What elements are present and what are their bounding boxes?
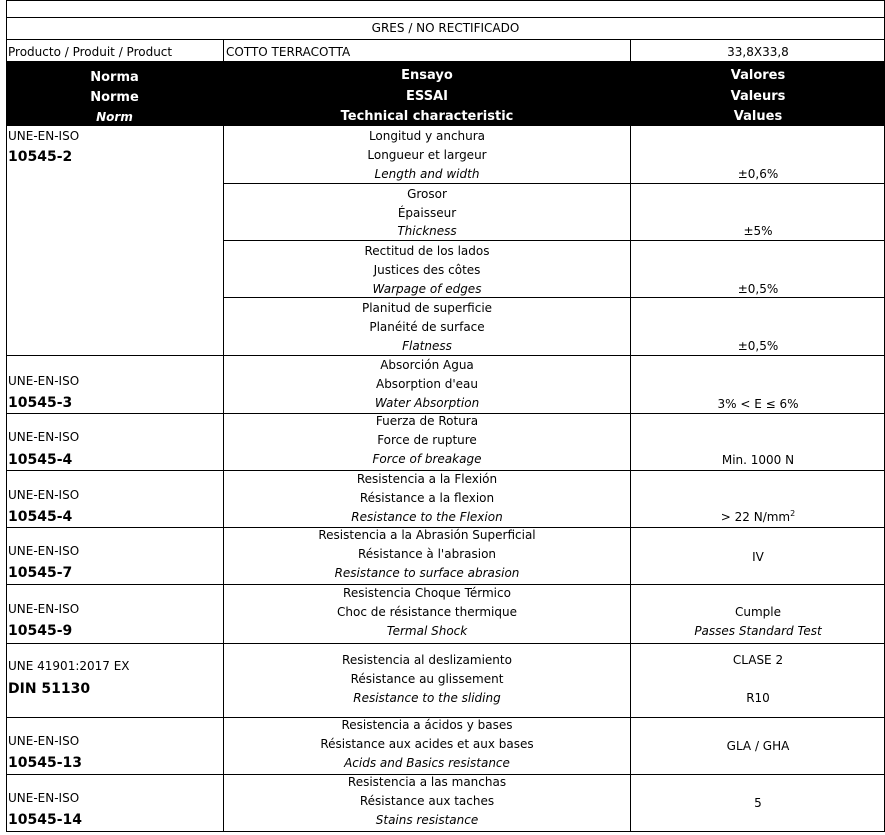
norm-code: UNE-EN-ISO [8,791,80,805]
header-values-es: Valores [730,68,786,83]
norm-code: UNE-EN-ISO [8,129,80,143]
test-es: Resistencia Choque Térmico [343,586,511,600]
test-fr: Force de rupture [377,433,477,447]
header-norm-en: Norm [96,110,133,124]
test-value-secondary: R10 [746,691,770,705]
test-en: Resistance to the Flexion [351,510,503,524]
test-es: Resistencia a las manchas [347,775,507,789]
border-line [6,643,885,644]
test-en: Acids and Basics resistance [344,756,510,770]
test-fr: Justices des côtes [373,263,481,277]
norm-number: 10545-14 [8,812,82,828]
border-line [6,17,885,18]
test-es: Grosor [407,187,447,201]
test-en: Warpage of edges [372,282,482,296]
test-en: Length and width [374,167,480,181]
test-en: Flatness [402,339,452,353]
test-fr: Planéité de surface [369,320,485,334]
border-top [6,0,885,1]
norm-number: 10545-4 [8,452,73,468]
test-fr: Absorption d'eau [375,377,479,391]
test-es: Resistencia a ácidos y bases [341,718,513,732]
header-test-fr: ESSAI [406,89,448,104]
norm-code: UNE-EN-ISO [8,488,80,502]
test-en: Resistance to the sliding [353,691,501,705]
norm-code: UNE-EN-ISO [8,544,80,558]
test-value: 5 [754,796,762,810]
norm-number: 10545-7 [8,565,73,581]
value-superscript: 2 [790,509,796,518]
norm-number: 10545-3 [8,395,73,411]
test-value: GLA / GHA [726,739,790,753]
header-test-en: Technical characteristic [340,109,514,124]
test-fr: Choc de résistance thermique [337,605,517,619]
test-value: Cumple [734,605,781,619]
norm-code: UNE 41901:2017 EX [8,659,130,673]
test-value: ±5% [743,224,773,238]
test-fr: Résistance au glissement [350,672,504,686]
test-en: Thickness [397,224,457,238]
test-value [631,510,885,524]
header-norm-es: Norma [90,70,139,85]
test-value: CLASE 2 [732,653,784,667]
border-line [223,297,885,298]
header-norm-fr: Norme [90,90,139,105]
norm-code: UNE-EN-ISO [8,430,80,444]
test-value: ±0,5% [737,282,779,296]
product-label: Producto / Produit / Product [8,45,173,59]
test-value: ±0,6% [737,167,779,181]
test-es: Planitud de superficie [361,301,493,315]
header-values-fr: Valeurs [730,89,786,104]
test-es: Fuerza de Rotura [375,414,479,428]
header-values-en: Values [733,109,783,124]
test-fr: Longueur et largeur [367,148,487,162]
test-en: Resistance to surface abrasion [334,566,520,580]
test-fr: Résistance à l'abrasion [357,547,497,561]
test-value: Min. 1000 N [721,453,795,467]
norm-number: 10545-13 [8,755,82,771]
norm-number: 10545-2 [8,149,73,165]
test-es: Rectitud de los lados [364,244,490,258]
test-es: Absorción Agua [380,358,474,372]
table-title: GRES / NO RECTIFICADO [371,21,520,35]
value-text: > 22 N/mm [720,510,791,524]
test-en: Stains resistance [375,813,479,827]
border-line [223,240,885,241]
test-fr: Résistance aux taches [359,794,495,808]
border-line [6,39,885,40]
norm-number: 10545-9 [8,623,73,639]
header-test-es: Ensayo [401,68,453,83]
test-en: Termal Shock [386,624,468,638]
norm-code: UNE-EN-ISO [8,374,80,388]
test-es: Resistencia al deslizamiento [342,653,512,667]
border-line [6,831,885,832]
test-value-secondary: Passes Standard Test [694,624,822,638]
test-en: Water Absorption [374,396,480,410]
test-fr: Résistance a la flexion [359,491,495,505]
border-line [6,470,885,471]
border-line [223,183,885,184]
border-line [6,355,885,356]
test-es: Longitud y anchura [368,129,486,143]
test-es: Resistencia a la Flexión [356,472,498,486]
norm-number: DIN 51130 [8,681,91,697]
product-name: COTTO TERRACOTTA [226,45,351,59]
test-fr: Résistance aux acides et aux bases [320,737,534,751]
column-divider [223,39,224,61]
norm-code: UNE-EN-ISO [8,734,80,748]
test-fr: Épaisseur [397,206,457,220]
test-value: 3% < E ≤ 6% [717,397,799,411]
product-size: 33,8X33,8 [727,45,789,59]
test-en: Force of breakage [372,452,482,466]
norm-code: UNE-EN-ISO [8,602,80,616]
test-value: IV [752,550,764,564]
norm-number: 10545-4 [8,509,73,525]
test-value: ±0,5% [737,339,779,353]
test-es: Resistencia a la Abrasión Superficial [318,528,536,542]
border-line [6,584,885,585]
